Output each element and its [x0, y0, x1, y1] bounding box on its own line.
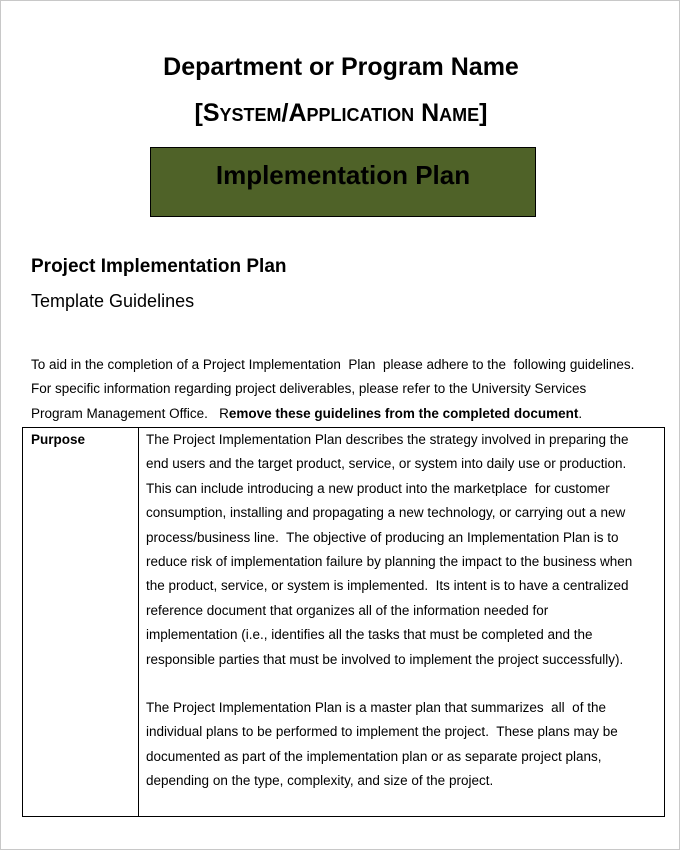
content-line: process/business line. The objective of producing an Implementation Plan is to: [146, 529, 619, 545]
content-line: reduce risk of implementation failure by planning the impact to the business when: [146, 554, 633, 570]
guidelines-table: [22, 427, 665, 817]
intro-bold-note: emove these guidelines from the completed document: [228, 405, 579, 421]
content-line: consumption, installing and propagating a new technology, or carrying out a new: [146, 505, 626, 521]
implementation-plan-banner: Implementation Plan: [150, 147, 536, 217]
content-line: reference document that organizes all of the information needed for: [146, 602, 549, 618]
intro-line: Program Management Office. R: [31, 405, 229, 421]
content-line: documented as part of the implementation plan or as separate project plans,: [146, 748, 602, 764]
department-title: Department or Program Name: [163, 53, 519, 81]
section-subtitle: Template Guidelines: [31, 291, 195, 311]
intro-line: To aid in the completion of a Project Implementation Plan please adhere to the following guidelines.: [31, 357, 635, 372]
content-line: end users and the target product, service, or system into daily use or production.: [146, 456, 627, 472]
content-line: individual plans to be performed to implement the project. These plans may be: [146, 724, 618, 740]
table-row: [23, 428, 665, 817]
content-line: The Project Implementation Plan describes the strategy involved in preparing the: [146, 432, 629, 447]
intro-paragraph: [31, 353, 634, 426]
row-label: Purpose: [23, 428, 139, 817]
row-content: [139, 428, 665, 817]
content-line: This can include introducing a new product into the marketplace for customer: [146, 480, 610, 496]
content-line: implementation (i.e., identifies all the tasks that must be completed and the: [146, 627, 593, 643]
content-line: depending on the type, complexity, and size of the project.: [146, 773, 494, 789]
system-name-title: [System/Application Name]: [194, 99, 488, 127]
intro-line: For specific information regarding project deliverables, please refer to the University Services: [31, 381, 587, 397]
content-line: the product, service, or system is implemented. Its intent is to have a centralized: [146, 578, 629, 594]
content-line: responsible parties that must be involved to implement the project successfully).: [146, 651, 624, 667]
section-title: Project Implementation Plan: [31, 256, 287, 277]
content-line: The Project Implementation Plan is a master plan that summarizes all of the: [146, 700, 606, 716]
intro-period: .: [578, 405, 583, 421]
